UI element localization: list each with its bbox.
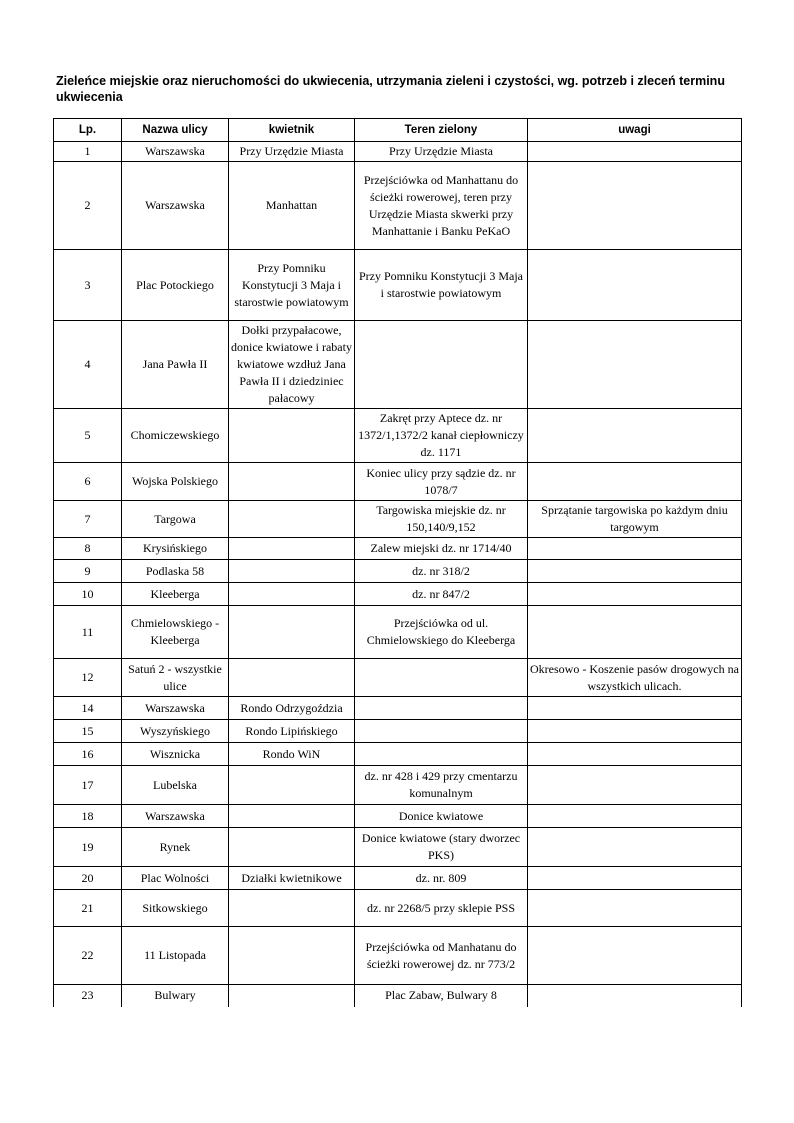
cell-street: Plac Wolności — [122, 867, 229, 890]
table-row — [54, 766, 742, 805]
cell-lp: 9 — [54, 560, 122, 583]
table-row — [54, 409, 742, 463]
cell-street: Kleeberga — [122, 583, 229, 606]
cell-flowerbed — [229, 583, 355, 606]
cell-street: Warszawska — [122, 162, 229, 250]
cell-lp: 8 — [54, 538, 122, 560]
cell-green-area — [355, 697, 528, 720]
cell-street: Warszawska — [122, 805, 229, 828]
cell-green-area: Donice kwiatowe — [355, 805, 528, 828]
cell-flowerbed — [229, 828, 355, 867]
cell-notes — [528, 583, 742, 606]
cell-lp: 17 — [54, 766, 122, 805]
cell-lp: 23 — [54, 985, 122, 1007]
cell-green-area: Przejściówka od Manhattanu do ścieżki rowerowej, teren przy Urzędzie Miasta skwerki przy Manhattanie i Banku PeKaO — [355, 162, 528, 250]
cell-notes — [528, 463, 742, 501]
cell-street: Krysińskiego — [122, 538, 229, 560]
cell-flowerbed — [229, 805, 355, 828]
cell-flowerbed — [229, 890, 355, 927]
table-row — [54, 985, 742, 1007]
cell-green-area — [355, 720, 528, 743]
table-header-row — [54, 119, 742, 142]
cell-notes — [528, 321, 742, 409]
cell-green-area — [355, 321, 528, 409]
table-row — [54, 501, 742, 538]
cell-lp: 2 — [54, 162, 122, 250]
cell-notes — [528, 805, 742, 828]
col-header-notes: uwagi — [528, 119, 742, 142]
cell-street: Chmielowskiego - Kleeberga — [122, 606, 229, 659]
cell-lp: 6 — [54, 463, 122, 501]
cell-street: Warszawska — [122, 142, 229, 162]
table-row — [54, 250, 742, 321]
cell-green-area: dz. nr. 809 — [355, 867, 528, 890]
table-row — [54, 321, 742, 409]
cell-lp: 5 — [54, 409, 122, 463]
cell-flowerbed: Dołki przypałacowe, donice kwiatowe i rabaty kwiatowe wzdłuż Jana Pawła II i dziedziniec pałacowy — [229, 321, 355, 409]
cell-lp: 22 — [54, 927, 122, 985]
cell-notes — [528, 867, 742, 890]
cell-notes: Okresowo - Koszenie pasów drogowych na wszystkich ulicach. — [528, 659, 742, 697]
cell-green-area: Donice kwiatowe (stary dworzec PKS) — [355, 828, 528, 867]
cell-flowerbed: Przy Urzędzie Miasta — [229, 142, 355, 162]
cell-flowerbed — [229, 606, 355, 659]
col-header-flowerbed: kwietnik — [229, 119, 355, 142]
col-header-green-area: Teren zielony — [355, 119, 528, 142]
cell-street: Warszawska — [122, 697, 229, 720]
table-row — [54, 659, 742, 697]
cell-flowerbed: Rondo WiN — [229, 743, 355, 766]
cell-street: Lubelska — [122, 766, 229, 805]
cell-flowerbed — [229, 927, 355, 985]
cell-lp: 19 — [54, 828, 122, 867]
cell-street: Rynek — [122, 828, 229, 867]
cell-street: Bulwary — [122, 985, 229, 1007]
cell-green-area: Zalew miejski dz. nr 1714/40 — [355, 538, 528, 560]
table-row — [54, 890, 742, 927]
cell-green-area — [355, 659, 528, 697]
cell-street: Wyszyńskiego — [122, 720, 229, 743]
cell-street: Jana Pawła II — [122, 321, 229, 409]
streets-table — [53, 118, 742, 1007]
cell-flowerbed: Rondo Lipińskiego — [229, 720, 355, 743]
cell-notes — [528, 697, 742, 720]
cell-green-area: Przejściówka od ul. Chmielowskiego do Kleeberga — [355, 606, 528, 659]
cell-green-area: Plac Zabaw, Bulwary 8 — [355, 985, 528, 1007]
table-row — [54, 538, 742, 560]
cell-notes — [528, 766, 742, 805]
table-row — [54, 463, 742, 501]
table-row — [54, 828, 742, 867]
cell-notes — [528, 828, 742, 867]
cell-street: Targowa — [122, 501, 229, 538]
page-title: Zieleńce miejskie oraz nieruchomości do ukwiecenia, utrzymania zieleni i czystości, wg. potrzeb i zleceń terminu ukwiecenia — [56, 74, 725, 104]
cell-flowerbed: Rondo Odrzygoździa — [229, 697, 355, 720]
table-row — [54, 867, 742, 890]
cell-flowerbed: Działki kwietnikowe — [229, 867, 355, 890]
cell-flowerbed — [229, 985, 355, 1007]
cell-notes — [528, 538, 742, 560]
cell-flowerbed: Manhattan — [229, 162, 355, 250]
cell-flowerbed — [229, 766, 355, 805]
cell-lp: 21 — [54, 890, 122, 927]
cell-street: Plac Potockiego — [122, 250, 229, 321]
cell-green-area: Targowiska miejskie dz. nr 150,140/9,152 — [355, 501, 528, 538]
cell-green-area: Przejściówka od Manhatanu do ścieżki rowerowej dz. nr 773/2 — [355, 927, 528, 985]
cell-flowerbed: Przy Pomniku Konstytucji 3 Maja i starostwie powiatowym — [229, 250, 355, 321]
cell-lp: 7 — [54, 501, 122, 538]
cell-green-area: Przy Pomniku Konstytucji 3 Maja i starostwie powiatowym — [355, 250, 528, 321]
cell-notes — [528, 560, 742, 583]
table-row — [54, 142, 742, 162]
cell-notes — [528, 250, 742, 321]
cell-lp: 18 — [54, 805, 122, 828]
cell-lp: 12 — [54, 659, 122, 697]
cell-lp: 15 — [54, 720, 122, 743]
cell-green-area: dz. nr 428 i 429 przy cmentarzu komunalnym — [355, 766, 528, 805]
cell-green-area — [355, 743, 528, 766]
cell-lp: 1 — [54, 142, 122, 162]
cell-green-area: Zakręt przy Aptece dz. nr 1372/1,1372/2 kanał ciepłowniczy dz. 1171 — [355, 409, 528, 463]
table-row — [54, 606, 742, 659]
cell-lp: 14 — [54, 697, 122, 720]
col-header-street: Nazwa ulicy — [122, 119, 229, 142]
cell-street: Chomiczewskiego — [122, 409, 229, 463]
table-row — [54, 697, 742, 720]
cell-notes — [528, 890, 742, 927]
cell-flowerbed — [229, 538, 355, 560]
cell-green-area: dz. nr 2268/5 przy sklepie PSS — [355, 890, 528, 927]
table-row — [54, 805, 742, 828]
cell-flowerbed — [229, 560, 355, 583]
cell-green-area: dz. nr 847/2 — [355, 583, 528, 606]
cell-street: 11 Listopada — [122, 927, 229, 985]
table-row — [54, 162, 742, 250]
cell-green-area: dz. nr 318/2 — [355, 560, 528, 583]
cell-flowerbed — [229, 463, 355, 501]
cell-green-area: Koniec ulicy przy sądzie dz. nr 1078/7 — [355, 463, 528, 501]
table-row — [54, 583, 742, 606]
cell-flowerbed — [229, 659, 355, 697]
cell-street: Wojska Polskiego — [122, 463, 229, 501]
table-row — [54, 927, 742, 985]
cell-notes — [528, 162, 742, 250]
cell-street: Wisznicka — [122, 743, 229, 766]
cell-notes: Sprzątanie targowiska po każdym dniu targowym — [528, 501, 742, 538]
cell-flowerbed — [229, 501, 355, 538]
cell-lp: 3 — [54, 250, 122, 321]
cell-green-area: Przy Urzędzie Miasta — [355, 142, 528, 162]
cell-notes — [528, 720, 742, 743]
cell-street: Satuń 2 - wszystkie ulice — [122, 659, 229, 697]
cell-notes — [528, 606, 742, 659]
cell-lp: 11 — [54, 606, 122, 659]
cell-lp: 20 — [54, 867, 122, 890]
table-row — [54, 560, 742, 583]
cell-notes — [528, 927, 742, 985]
cell-notes — [528, 409, 742, 463]
cell-street: Sitkowskiego — [122, 890, 229, 927]
cell-flowerbed — [229, 409, 355, 463]
cell-lp: 16 — [54, 743, 122, 766]
table-row — [54, 720, 742, 743]
cell-notes — [528, 142, 742, 162]
cell-notes — [528, 985, 742, 1007]
col-header-lp: Lp. — [54, 119, 122, 142]
cell-lp: 4 — [54, 321, 122, 409]
cell-lp: 10 — [54, 583, 122, 606]
table-row — [54, 743, 742, 766]
cell-street: Podlaska 58 — [122, 560, 229, 583]
cell-notes — [528, 743, 742, 766]
